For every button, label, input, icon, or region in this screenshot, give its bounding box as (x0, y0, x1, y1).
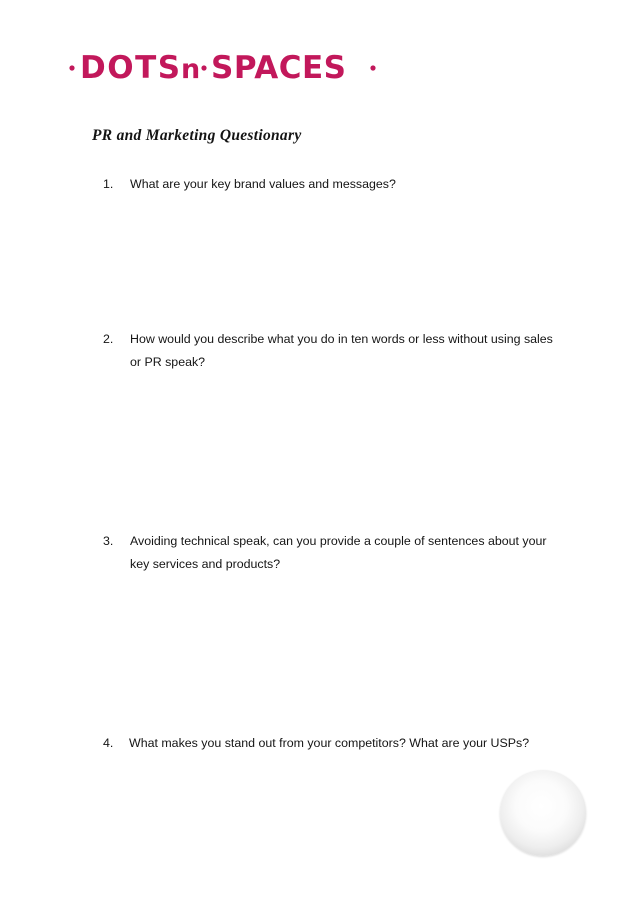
question-text: What makes you stand out from your competitors? What are your USPs? (129, 736, 530, 750)
svg-text:n: n (181, 54, 201, 85)
question-number: 4. (103, 736, 114, 750)
page-curl-icon[interactable] (500, 770, 586, 856)
question-text: Avoiding technical speak, can you provide a couple of sentences about your key services and products? (130, 534, 547, 571)
question-text: How would you describe what you do in ten words or less without using sales or PR speak? (130, 332, 553, 369)
question-text: What are your key brand values and messages? (130, 177, 396, 191)
question-number: 3. (103, 534, 114, 548)
question-number: 1. (103, 177, 114, 191)
svg-text:SPACES: SPACES (211, 50, 347, 86)
svg-text:DOTS: DOTS (80, 50, 182, 86)
brand-logo (68, 46, 378, 90)
logo-image (68, 46, 378, 90)
question-number: 2. (103, 332, 114, 346)
page-title: PR and Marketing Questionary (92, 127, 302, 144)
